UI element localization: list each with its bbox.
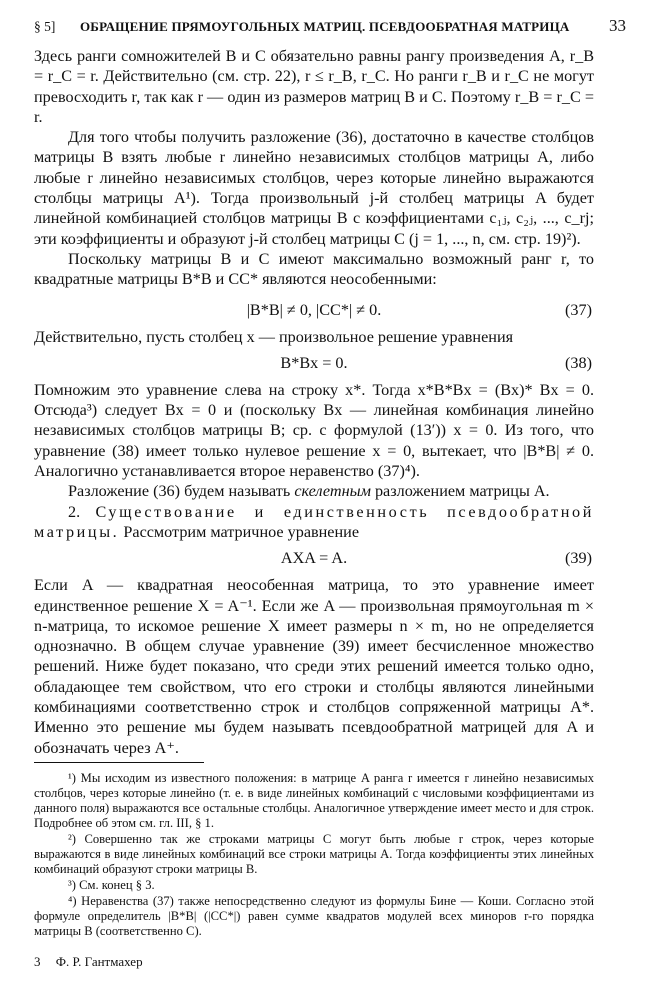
footnote-4: ⁴) Неравенства (37) также непосредственно следуют из формулы Бине — Коши. Согласно этой формуле определитель |B*B| (|CC*|) равен сумме квадратов модулей всех миноров r-го порядка матрицы B (соответственно C). [34,894,594,938]
subsection-number: 2. [68,502,96,521]
paragraph-skeletal [34,481,594,501]
paragraph-decomposition: Для того чтобы получить разложение (36), достаточно в качестве столбцов матрицы B взять любые r линейно независимых столбцов матрицы A, либо любые r линейно независимых столбцов, через которые линейно выражаются столбцы матрицы A¹). Тогда произвольный j-й столбец матрицы A будет линейной комбинацией столбцов матрицы B с коэффициентами c₁ⱼ, c₂ⱼ, ..., c_rj; эти коэффициенты и образуют j-й столбец матрицы C (j = 1, ..., n, см. стр. 19)²). [34,128,594,248]
paragraph-pseudoinverse: Если A — квадратная неособенная матрица, то это уравнение имеет единственное решение X = A⁻¹. Если же A — произвольная прямоугольная m × n-матрица, то искомое решение X имеет размеры n × m, но не определяется однозначно. В общем случае уравнение (39) имеет бесчисленное множество решений. Ниже будет показано, что среди этих решений имеется только одно, обладающее тем свойством, что его строки и столбцы являются линейными комбинациями соответственно строк и столбцов сопряженной матрицы A*. Именно это решение мы будем называть псевдообратной матрицей для A и обозначать через A⁺. [34,576,594,757]
paragraph-indeed: Действительно, пусть столбец x — произвольное решение уравнения [34,327,514,346]
footnote-3: ³) См. конец § 3. [68,878,155,892]
running-header [34,16,626,38]
footnotes [34,762,594,940]
equation-number: (39) [565,549,592,568]
page-number: 33 [609,16,626,35]
section-marker: § 5] [34,19,56,34]
paragraph-ranks: Здесь ранги сомножителей B и C обязательно равны рангу произведения A, r_B = r_C = r. Действительно (см. стр. 22), r ≤ r_B, r_C. Но ранги r_B и r_C не могут превосходить r, так как r — один из размеров матриц B и C. Поэтому r_B = r_C = r. [34,47,594,126]
paragraph-section-2 [34,502,594,543]
equation-number: (38) [565,353,592,372]
equation-number: (37) [565,300,592,319]
page-footer [34,954,155,970]
equation-37 [34,294,594,327]
paragraph-multiply: Помножим это уравнение слева на строку x*. Тогда x*B*Bx = (Bx)* Bx = 0. Отсюда³) следует Bx = 0 и (поскольку Bx — линейная комбинация линейно независимых столбцов матрицы B; ср. с формулой (13′)) x = 0. Из того, что уравнение (38) имеет только нулевое решение x = 0, вытекает, что |B*B| ≠ 0. Аналогично устанавливается второе неравенство (37)⁴). [34,380,594,481]
equation-formula: |B*B| ≠ 0, |CC*| ≠ 0. [246,300,382,319]
text-run: Разложение (36) будем называть [68,482,295,501]
equation-formula: AXA = A. [280,549,348,568]
equation-formula: B*Bx = 0. [280,353,348,372]
equation-39 [34,542,594,575]
text-run: разложением матрицы A. [370,482,550,501]
text-run: Рассмотрим матричное уравнение [119,522,360,541]
author-name: Ф. Р. Гантмахер [55,954,143,969]
subsection-title: Существование и единственность псевдообратной матрицы. [34,502,595,541]
footnote-2: ²) Совершенно так же строками матрицы C могут быть любые r строк, через которые выражаются в виде линейных комбинаций все строки матрицы A. Тогда коэффициенты этих линейных комбинаций образуют строки матрицы B. [34,832,594,876]
main-text [34,46,594,758]
running-title: ОБРАЩЕНИЕ ПРЯМОУГОЛЬНЫХ МАТРИЦ. ПСЕВДООБРАТНАЯ МАТРИЦА [80,19,570,34]
paragraph-nonsingular: Поскольку матрицы B и C имеют максимально возможный ранг r, то квадратные матрицы B*B и CC* являются неособенными: [34,249,594,289]
emphasis-term: скелетным [294,482,371,501]
signature-mark: 3 [34,954,41,969]
footnote-rule [34,762,204,763]
footnote-1: ¹) Мы исходим из известного положения: в матрице A ранга r имеется r линейно независимых столбцов, через которые линейно (т. е. в виде линейных комбинаций с числовыми коэффициентами из данного поля) выражаются все остальные столбцы. Аналогичное утверждение имеет место и для строк. Подробнее об этом см. гл. III, § 1. [34,771,594,830]
equation-38 [34,347,594,380]
